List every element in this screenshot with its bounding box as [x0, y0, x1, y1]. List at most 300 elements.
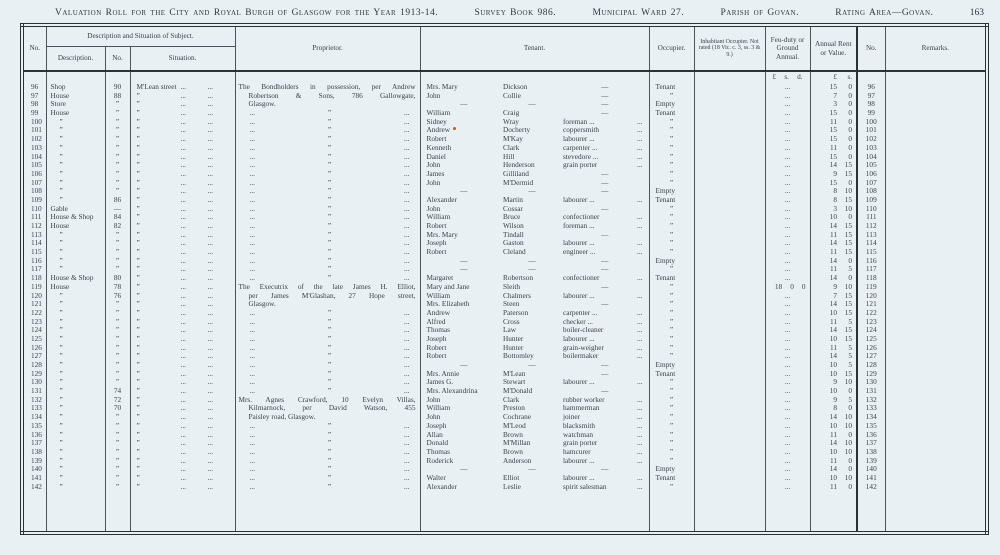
dot-leader: ... [784, 446, 791, 456]
cell-remarks [885, 439, 987, 448]
dot-leader: ... [249, 377, 255, 387]
cell-text: joiner [563, 412, 581, 422]
rent-pounds: 15 [829, 151, 838, 161]
rent-pounds: 14 [829, 412, 838, 422]
cell-remarks [885, 483, 987, 492]
filler-cell [420, 491, 501, 533]
cell-text: — [601, 108, 609, 118]
cell-inhabitant-occupier [694, 361, 765, 370]
cell-street-no: ” [105, 179, 130, 188]
cell-no: 128 [22, 361, 46, 370]
dot-leader: ... [784, 403, 791, 413]
dot-leader: ... [207, 168, 213, 178]
cell-occupier: ” [649, 483, 694, 492]
dot-leader: ... [784, 377, 791, 387]
header-street-no: No. [105, 47, 130, 72]
cell-no: 118 [22, 274, 46, 283]
cell-description: ” [46, 326, 105, 335]
cell-remarks [885, 126, 987, 135]
ditto-mark: ” [136, 455, 140, 465]
cell-inhabitant-occupier [694, 274, 765, 283]
cell-no: 137 [22, 439, 46, 448]
dot-leader: ... [207, 160, 213, 170]
cell-no2: 100 [857, 118, 885, 127]
cell-no2: 128 [857, 361, 885, 370]
ditto-mark: ” [327, 151, 332, 161]
dot-leader: ... [180, 264, 186, 274]
cell-tenant-first-name: — [460, 464, 468, 474]
cell-no: 112 [22, 222, 46, 231]
dot-leader: ... [637, 438, 643, 448]
cell-street-no: ” [105, 309, 130, 318]
rent-shillings: 15 [844, 221, 853, 230]
dot-leader: ... [404, 194, 410, 204]
cell-no: 116 [22, 257, 46, 266]
ditto-mark: ” [327, 368, 332, 378]
dot-leader: ... [249, 333, 255, 343]
cell-inhabitant-occupier [694, 205, 765, 214]
cell-description: Shop [46, 83, 105, 92]
rent-shillings: 0 [848, 151, 853, 161]
dot-leader: ... [180, 186, 186, 196]
cell-inhabitant-occupier [694, 231, 765, 240]
header-no2: No. [857, 25, 885, 71]
cell-text: — [601, 82, 609, 91]
dot-leader: ... [249, 446, 255, 456]
dot-leader: ... [180, 108, 186, 118]
cell-text: — [601, 255, 609, 265]
dot-leader: ... [207, 177, 213, 187]
dot-leader: ... [784, 325, 791, 335]
cell-no2: 105 [857, 161, 885, 170]
cell-no: 127 [22, 352, 46, 361]
cell-occupier: ” [649, 352, 694, 361]
cell-description: ” [46, 300, 105, 309]
cell-inhabitant-occupier [694, 126, 765, 135]
rent-shillings: 0 [848, 82, 853, 91]
cell-inhabitant-occupier [694, 370, 765, 379]
rent-pounds: 11 [829, 142, 838, 152]
ditto-mark: ” [136, 151, 140, 161]
rent-pounds: 10 [829, 333, 838, 343]
header-proprietor: Proprietor. [235, 25, 420, 71]
cell-description: ” [46, 309, 105, 318]
cell-tenant-first-name: — [460, 264, 468, 274]
cell-remarks [885, 274, 987, 283]
dot-leader: ... [637, 134, 643, 144]
shilling-symbol: s. [784, 73, 789, 81]
dot-leader: ... [784, 229, 791, 239]
dot-leader: ... [637, 142, 643, 152]
cell-street-no: 76 [105, 292, 130, 301]
rent-shillings: 15 [844, 168, 853, 178]
cell-text: labourer ... [563, 238, 595, 248]
cell-remarks [885, 474, 987, 483]
rent-pounds: 9 [833, 281, 838, 291]
dot-leader: ... [207, 472, 213, 482]
cell-street-no: ” [105, 153, 130, 162]
dot-leader: ... [784, 307, 791, 317]
cell-no: 110 [22, 205, 46, 214]
ditto-mark: ” [327, 142, 332, 152]
dot-leader: ... [637, 316, 643, 326]
dot-leader: ... [784, 221, 791, 230]
ink-mark [453, 127, 456, 130]
dot-leader: ... [249, 342, 255, 352]
ditto-mark: ” [327, 125, 332, 135]
cell-tenant-surname: — [528, 186, 536, 196]
cell-street-no: 90 [105, 83, 130, 92]
cell-no: 136 [22, 431, 46, 440]
dot-leader: ... [180, 151, 186, 161]
dot-leader: ... [207, 403, 213, 413]
page-title-parish: Parish of Govan. [720, 8, 799, 18]
cell-tenant-first-name: William [426, 290, 451, 300]
dot-leader: ... [207, 99, 213, 109]
cell-text: confectioner [563, 273, 600, 283]
rent-shillings: 15 [844, 299, 853, 309]
rent-shillings: 10 [844, 446, 853, 456]
cell-street-no: ” [105, 135, 130, 144]
ditto-mark: ” [327, 134, 332, 144]
cell-remarks [885, 413, 987, 422]
cell-inhabitant-occupier [694, 309, 765, 318]
cell-remarks [885, 283, 987, 292]
dot-leader: ... [207, 273, 213, 283]
rent-pounds: 14 [829, 351, 838, 361]
cell-street-no: ” [105, 439, 130, 448]
rent-pounds: 15 [829, 108, 838, 118]
cell-occupier: Tenant [649, 196, 694, 205]
ditto-mark: ” [327, 221, 332, 230]
dot-leader: ... [784, 212, 791, 222]
cell-remarks [885, 257, 987, 266]
dot-leader: ... [784, 108, 791, 118]
cell-no2: 132 [857, 396, 885, 405]
rent-shillings: 0 [848, 255, 853, 265]
cell-description: House [46, 92, 105, 101]
cell-no: 109 [22, 196, 46, 205]
dot-leader: ... [637, 221, 643, 230]
dot-leader: ... [180, 342, 186, 352]
cell-description: House & Shop [46, 213, 105, 222]
cell-occupier: ” [649, 118, 694, 127]
cell-no: 106 [22, 170, 46, 179]
cell-street-no: 82 [105, 222, 130, 231]
cell-tenant-surname: Preston [503, 403, 525, 413]
cell-no2: 104 [857, 153, 885, 162]
ditto-mark: ” [136, 186, 140, 196]
rent-pounds: 14 [829, 299, 838, 309]
dot-leader: ... [249, 160, 255, 170]
ditto-mark: ” [327, 203, 332, 213]
dot-leader: ... [207, 142, 213, 152]
cell-inhabitant-occupier [694, 300, 765, 309]
cell-no2: 113 [857, 231, 885, 240]
cell-text: — [601, 464, 609, 474]
cell-occupier: Empty [649, 187, 694, 196]
cell-tenant-first-name: John [426, 203, 441, 213]
cell-no: 98 [22, 100, 46, 109]
dot-leader: ... [637, 412, 643, 422]
cell-tenant-surname: Sleith [503, 281, 521, 291]
cell-no2: 110 [857, 205, 885, 214]
cell-street-no: 80 [105, 274, 130, 283]
dot-leader: ... [637, 307, 643, 317]
cell-no2: 127 [857, 352, 885, 361]
dot-leader: ... [404, 438, 410, 448]
cell-text: boiler-cleaner [563, 325, 604, 335]
dot-leader: ... [784, 299, 791, 309]
cell-description: House [46, 283, 105, 292]
dot-leader: ... [207, 446, 213, 456]
ditto-mark: ” [136, 299, 140, 309]
cell-text: labourer ... [563, 194, 595, 204]
cell-text: — [601, 264, 609, 274]
cell-inhabitant-occupier [694, 135, 765, 144]
cell-no: 134 [22, 413, 46, 422]
cell-text: grain porter [563, 438, 598, 448]
dot-leader: ... [637, 403, 643, 413]
dot-leader: ... [180, 299, 186, 309]
dot-leader: ... [249, 151, 255, 161]
cell-no: 99 [22, 109, 46, 118]
cell-tenant-surname: Cochrane [503, 412, 531, 422]
cell-street-no: 84 [105, 213, 130, 222]
cell-no: 125 [22, 335, 46, 344]
rent-shillings: 10 [844, 281, 853, 291]
cell-remarks [885, 318, 987, 327]
dot-leader: ... [180, 273, 186, 283]
cell-no2: 121 [857, 300, 885, 309]
cell-text: — [601, 299, 609, 309]
dot-leader: ... [249, 221, 255, 230]
dot-leader: ... [404, 108, 410, 118]
dot-leader: ... [784, 386, 791, 396]
dot-leader: ... [249, 255, 255, 265]
header-description: Description. [46, 47, 105, 72]
cell-description: ” [46, 187, 105, 196]
cell-occupier: ” [649, 439, 694, 448]
cell-description: ” [46, 387, 105, 396]
dot-leader: ... [784, 168, 791, 178]
cell-tenant-first-name: — [460, 186, 468, 196]
dot-leader: ... [207, 212, 213, 222]
cell-description: ” [46, 352, 105, 361]
cell-tenant-surname: Collie [503, 90, 521, 100]
cell-tenant-first-name: Robert [426, 342, 447, 352]
cell-street-no: ” [105, 422, 130, 431]
cell-tenant-first-name: John [426, 90, 441, 100]
dot-leader: ... [784, 151, 791, 161]
cell-text: hammerman [563, 403, 600, 413]
dot-leader: ... [207, 194, 213, 204]
cell-inhabitant-occupier [694, 222, 765, 231]
rent-shillings: 0 [848, 125, 853, 135]
rent-shillings: 10 [844, 420, 853, 430]
cell-text: labourer ... [563, 472, 595, 482]
cell-no: 121 [22, 300, 46, 309]
dot-leader: ... [180, 160, 186, 170]
dot-leader: ... [637, 446, 643, 456]
rent-shillings: 10 [844, 438, 853, 448]
rent-pounds: 11 [829, 247, 838, 257]
cell-text: — [601, 186, 609, 196]
cell-street-no: ” [105, 465, 130, 474]
header-tenant: Tenant. [420, 25, 649, 71]
rent-shillings: 0 [848, 386, 853, 396]
cell-no: 117 [22, 265, 46, 274]
dot-leader: ... [404, 386, 410, 396]
dot-leader: ... [180, 290, 186, 300]
ditto-mark: ” [136, 377, 140, 387]
cell-no: 111 [22, 213, 46, 222]
ditto-mark: ” [136, 177, 140, 187]
cell-description: ” [46, 196, 105, 205]
cell-inhabitant-occupier [694, 161, 765, 170]
cell-remarks [885, 422, 987, 431]
rent-shillings: 15 [844, 247, 853, 257]
dot-leader: ... [784, 342, 791, 352]
dot-leader: ... [404, 455, 410, 465]
dot-leader: ... [784, 203, 791, 213]
rent-shillings: 15 [844, 238, 853, 248]
cell-description: House [46, 222, 105, 231]
cell-proprietor [235, 281, 420, 309]
cell-occupier: ” [649, 248, 694, 257]
cell-proprietor [235, 82, 420, 109]
ditto-mark: ” [136, 290, 140, 300]
ditto-mark: ” [136, 360, 140, 369]
cell-no: 135 [22, 422, 46, 431]
shilling-symbol: s. [847, 73, 853, 81]
cell-street-no: ” [105, 370, 130, 379]
dot-leader: ... [784, 90, 791, 100]
cell-no: 131 [22, 387, 46, 396]
cell-inhabitant-occupier [694, 378, 765, 387]
dot-leader: ... [180, 360, 186, 369]
cell-remarks [885, 465, 987, 474]
page-title-rating-area: Rating Area—Govan. [835, 8, 934, 18]
dot-leader: ... [180, 333, 186, 343]
cell-tenant-surname: Gaston [503, 238, 524, 248]
cell-no: 105 [22, 161, 46, 170]
cell-text: engineer ... [563, 247, 596, 257]
dot-leader: ... [180, 394, 186, 404]
cell-text: labourer ... [563, 455, 595, 465]
ditto-mark: ” [136, 316, 140, 326]
dot-leader: ... [180, 472, 186, 482]
cell-text: 0 [790, 281, 794, 291]
ditto-mark: ” [136, 333, 140, 343]
cell-text: boilermaker [563, 351, 599, 361]
cell-text: — [601, 386, 609, 396]
cell-inhabitant-occupier [694, 179, 765, 188]
cell-description: ” [46, 483, 105, 492]
rent-shillings: 5 [848, 342, 853, 352]
ditto-mark: ” [327, 247, 332, 257]
ditto-mark: ” [136, 472, 140, 482]
dot-leader: ... [404, 377, 410, 387]
cell-no2: 101 [857, 126, 885, 135]
dot-leader: ... [637, 116, 643, 126]
cell-inhabitant-occupier [694, 318, 765, 327]
rent-shillings: 5 [848, 394, 853, 404]
ditto-mark: ” [136, 134, 140, 144]
rent-shillings: 10 [844, 186, 853, 196]
cell-occupier: ” [649, 179, 694, 188]
header-no: No. [22, 25, 46, 71]
cell-tenant-surname: Wray [503, 116, 519, 126]
cell-street-no: ” [105, 344, 130, 353]
cell-street-no: ” [105, 109, 130, 118]
cell-street-no: 74 [105, 387, 130, 396]
dot-leader: ... [180, 203, 186, 213]
dot-leader: ... [249, 420, 255, 430]
ditto-mark: ” [327, 377, 332, 387]
cell-text: — [601, 99, 609, 109]
cell-inhabitant-occupier [694, 118, 765, 127]
cell-text: — [601, 229, 609, 239]
cell-street-no: 86 [105, 196, 130, 205]
ditto-mark: ” [136, 394, 140, 404]
cell-occupier: Empty [649, 465, 694, 474]
dot-leader: ... [180, 247, 186, 257]
cell-tenant-first-name: John [426, 412, 441, 422]
dot-leader: ... [207, 255, 213, 265]
ditto-mark: ” [327, 168, 332, 178]
cell-remarks [885, 300, 987, 309]
cell-no: 100 [22, 118, 46, 127]
cell-remarks [885, 326, 987, 335]
valuation-table [20, 23, 989, 535]
dot-leader: ... [207, 412, 213, 422]
cell-remarks [885, 144, 987, 153]
rent-shillings: 5 [848, 316, 853, 326]
cell-no: 123 [22, 318, 46, 327]
dot-leader: ... [637, 377, 643, 387]
cell-street-no: ” [105, 318, 130, 327]
cell-tenant-first-name: John [426, 394, 441, 404]
rent-pounds: 11 [829, 342, 838, 352]
cell-text: — [601, 177, 609, 187]
cell-street-no: ” [105, 257, 130, 266]
cell-occupier: ” [649, 153, 694, 162]
dot-leader: ... [249, 186, 255, 196]
header-occupier: Occupier. [649, 25, 694, 71]
cell-street-no: ” [105, 448, 130, 457]
cell-remarks [885, 118, 987, 127]
cell-text: grain porter [563, 160, 598, 170]
dot-leader: ... [249, 229, 255, 239]
cell-occupier: ” [649, 378, 694, 387]
cell-tenant-surname: — [528, 360, 536, 369]
cell-inhabitant-occupier [694, 100, 765, 109]
dot-leader: ... [180, 90, 186, 100]
rent-pounds: 14 [829, 438, 838, 448]
cell-street-no: ” [105, 431, 130, 440]
dot-leader: ... [784, 290, 791, 300]
rent-pounds: 10 [829, 386, 838, 396]
page-header [55, 8, 984, 18]
dot-leader: ... [207, 351, 213, 361]
cell-text: — [601, 360, 609, 369]
rent-pounds: 9 [833, 394, 838, 404]
cell-occupier: ” [649, 309, 694, 318]
cell-description: ” [46, 292, 105, 301]
dot-leader: ... [404, 125, 410, 135]
cell-text: — [601, 368, 609, 378]
